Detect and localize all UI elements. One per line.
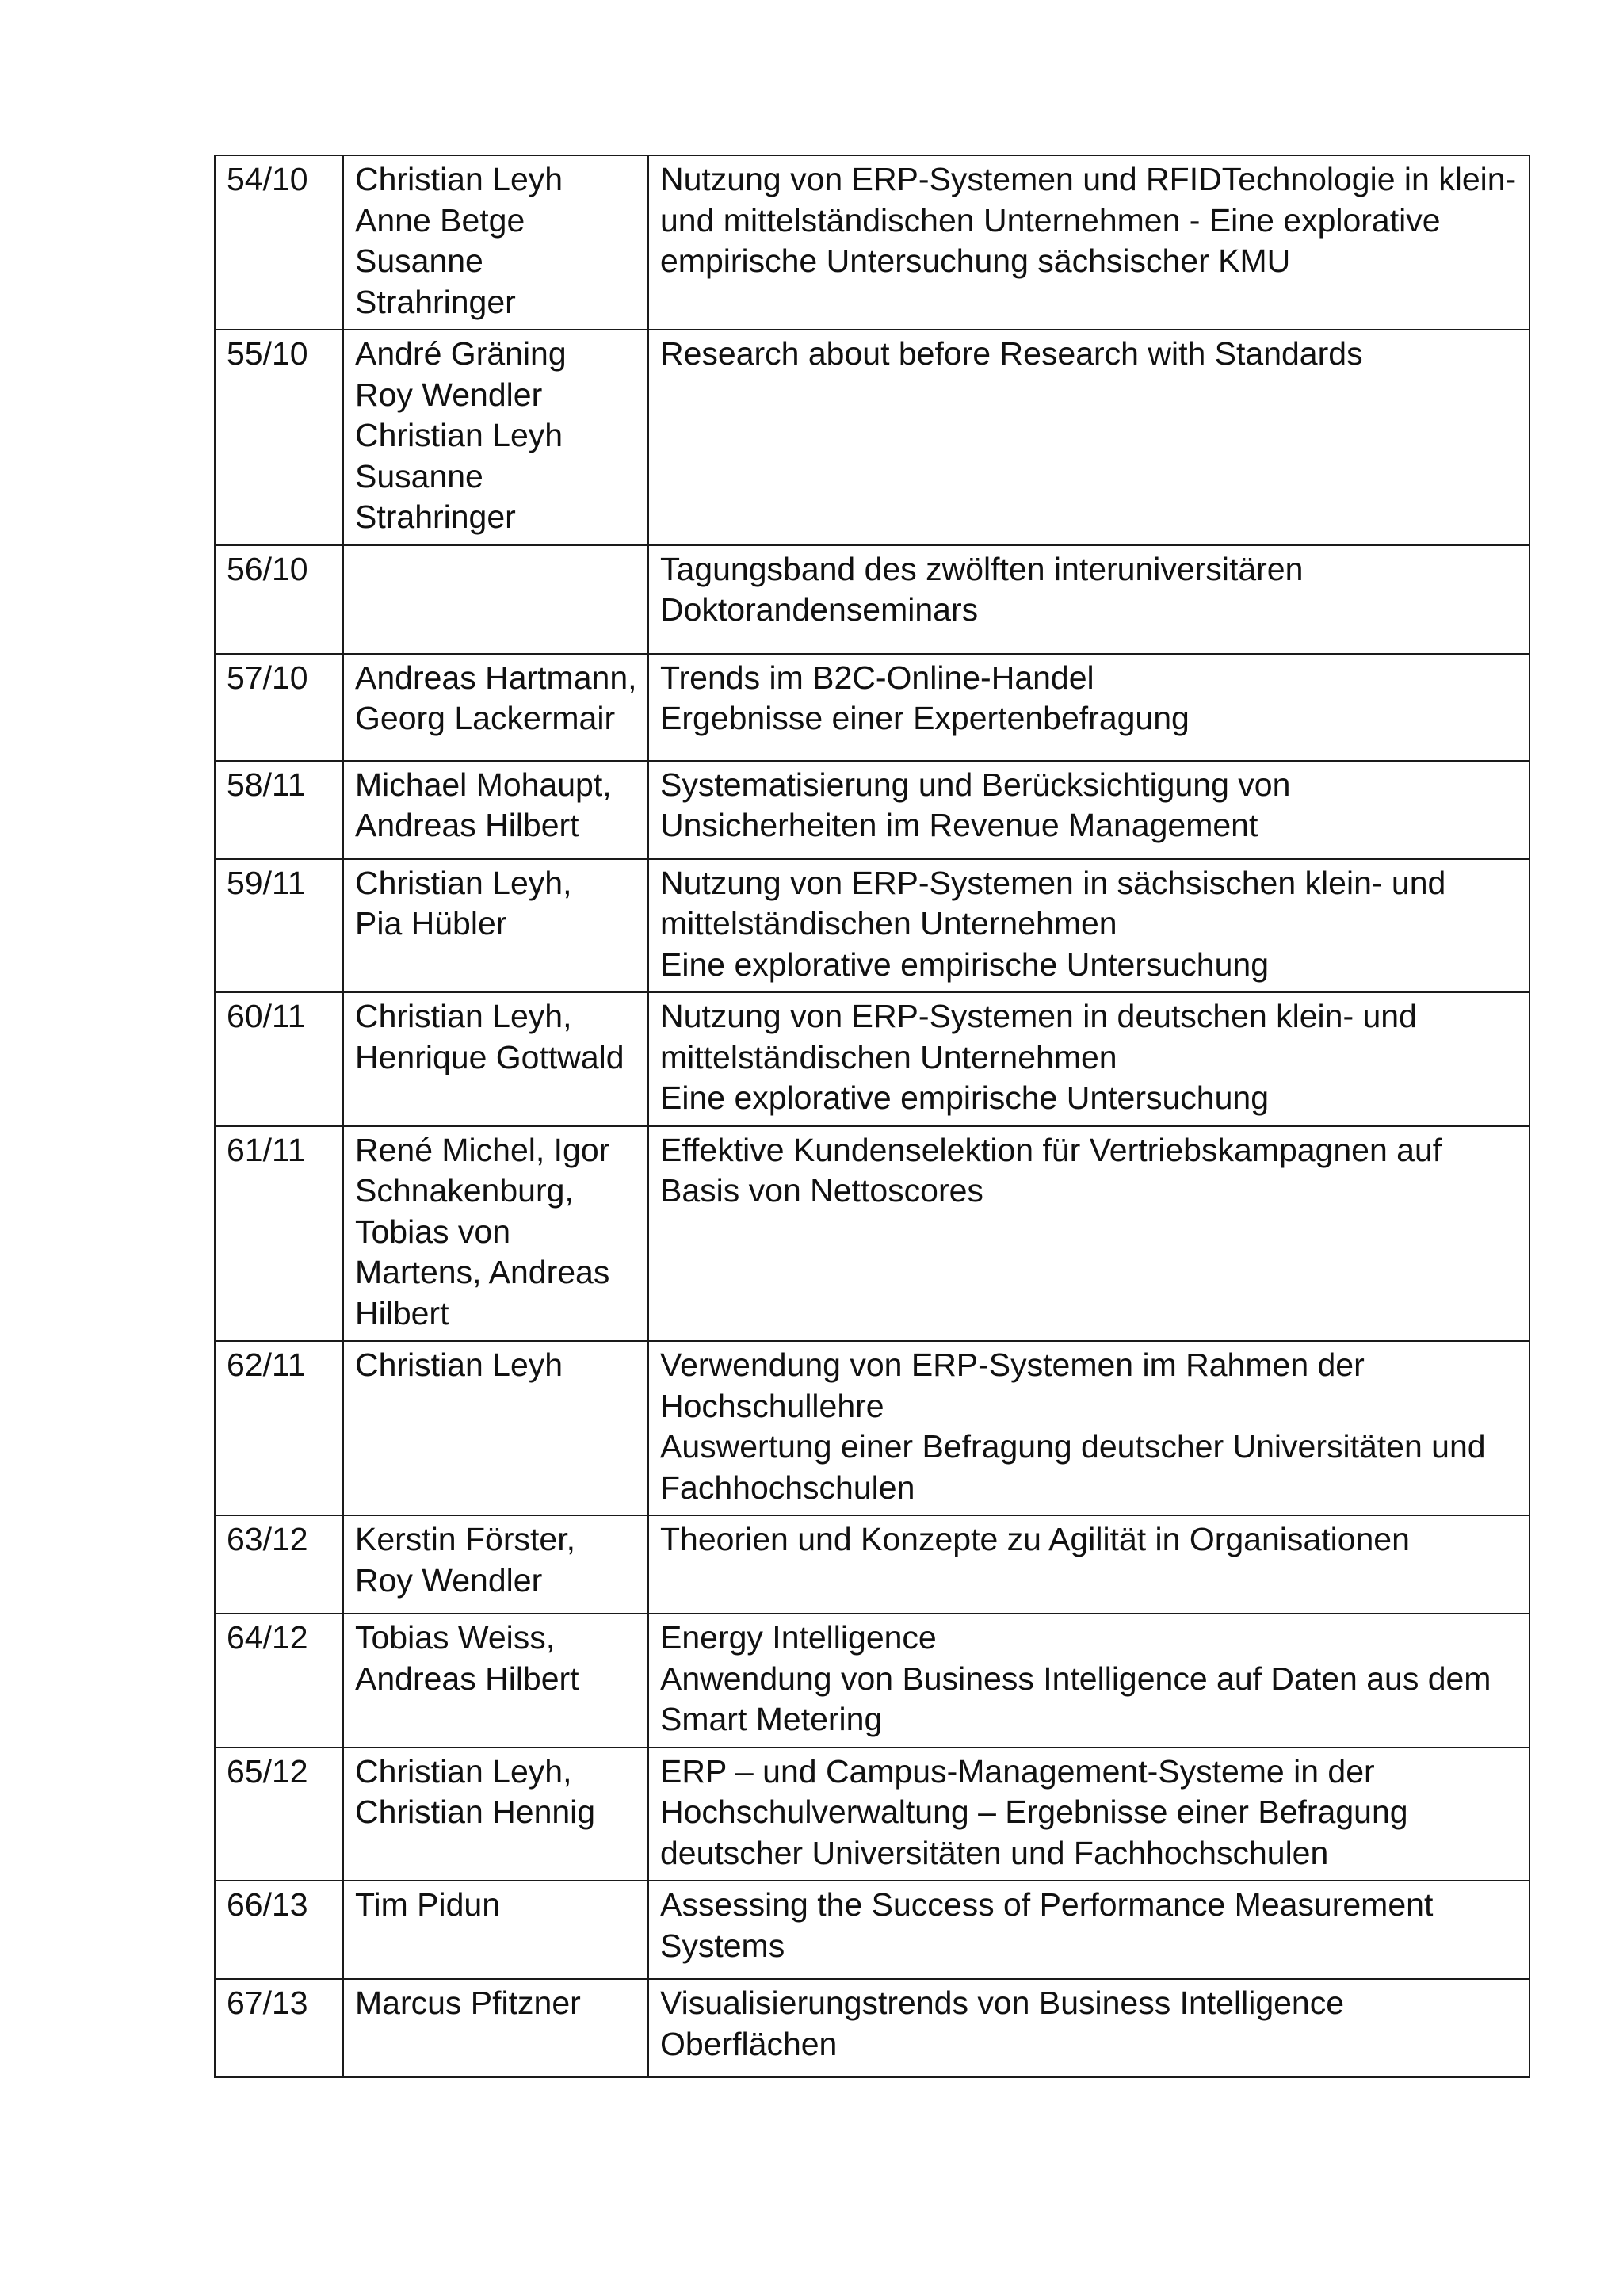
author-line: Tim Pidun bbox=[355, 1886, 501, 1923]
author-line: Susanne bbox=[355, 243, 483, 279]
table-row bbox=[215, 1126, 1529, 1342]
authors-cell bbox=[343, 992, 648, 1126]
authors-cell bbox=[343, 1979, 648, 2077]
title-cell bbox=[648, 1341, 1529, 1515]
author-line: Christian Leyh bbox=[355, 417, 563, 453]
report-number-cell bbox=[215, 1881, 343, 1979]
title-line: Fachhochschulen bbox=[660, 1469, 915, 1506]
author-line: Christian Leyh, bbox=[355, 998, 572, 1034]
title-line: Nutzung von ERP-Systemen in deutschen klein- und bbox=[660, 998, 1417, 1034]
title-line: Eine explorative empirische Untersuchung bbox=[660, 946, 1270, 983]
title-line: mittelständischen Unternehmen bbox=[660, 1038, 1117, 1075]
table-row bbox=[215, 1341, 1529, 1515]
title-line: Ergebnisse einer Expertenbefragung bbox=[660, 700, 1190, 736]
title-line: Hochschulverwaltung – Ergebnisse einer Befragung bbox=[660, 1794, 1408, 1830]
title-line: und mittelständischen Unternehmen - Eine explorative bbox=[660, 201, 1441, 239]
title-line: Verwendung von ERP-Systemen im Rahmen der bbox=[660, 1347, 1365, 1383]
report-number-cell bbox=[215, 1515, 343, 1614]
title-cell bbox=[648, 155, 1529, 330]
table-row bbox=[215, 1979, 1529, 2077]
author-line: Roy Wendler bbox=[355, 1561, 543, 1599]
title-cell bbox=[648, 654, 1529, 761]
report-number-cell bbox=[215, 992, 343, 1126]
report-number: 64/12 bbox=[227, 1619, 308, 1656]
authors-cell bbox=[343, 155, 648, 330]
author-line: Hilbert bbox=[355, 1294, 449, 1331]
table-row bbox=[215, 992, 1529, 1126]
table-row bbox=[215, 330, 1529, 545]
author-line: Tobias Weiss, bbox=[355, 1619, 556, 1656]
report-number: 61/11 bbox=[227, 1131, 306, 1168]
title-line: Systematisierung und Berücksichtigung von bbox=[660, 766, 1291, 803]
author-line: Susanne bbox=[355, 457, 483, 495]
author-line: Christian Leyh bbox=[355, 161, 563, 197]
report-number: 60/11 bbox=[227, 998, 306, 1034]
title-line: Trends im B2C-Online-Handel bbox=[660, 659, 1094, 696]
author-line: Strahringer bbox=[355, 499, 516, 535]
title-cell bbox=[648, 1515, 1529, 1614]
table-row bbox=[215, 1748, 1529, 1881]
table-row bbox=[215, 859, 1529, 993]
authors-cell bbox=[343, 1126, 648, 1342]
title-cell bbox=[648, 761, 1529, 859]
title-line: Visualisierungstrends von Business Intelligence bbox=[660, 1985, 1345, 2021]
table-row bbox=[215, 761, 1529, 859]
author-line: Christian Leyh bbox=[355, 1347, 563, 1383]
title-cell bbox=[648, 1979, 1529, 2077]
title-cell bbox=[648, 1881, 1529, 1979]
authors-cell bbox=[343, 330, 648, 545]
title-cell bbox=[648, 1748, 1529, 1881]
report-number: 56/10 bbox=[227, 550, 308, 587]
author-line: Roy Wendler bbox=[355, 376, 543, 413]
author-line: Georg Lackermair bbox=[355, 700, 616, 736]
title-line: Assessing the Success of Performance Measurement bbox=[660, 1886, 1434, 1923]
report-number-cell bbox=[215, 1748, 343, 1881]
author-line: Andreas Hartmann, bbox=[355, 659, 637, 696]
author-line: Strahringer bbox=[355, 283, 516, 320]
report-number: 65/12 bbox=[227, 1752, 308, 1790]
report-number-cell bbox=[215, 654, 343, 761]
report-number-cell bbox=[215, 859, 343, 993]
title-line: empirische Untersuchung sächsischer KMU bbox=[660, 243, 1291, 279]
authors-cell bbox=[343, 1515, 648, 1614]
report-number-cell bbox=[215, 330, 343, 545]
title-line: Auswertung einer Befragung deutscher Universitäten und bbox=[660, 1428, 1486, 1465]
authors-cell bbox=[343, 545, 648, 654]
title-line: Effektive Kundenselektion für Vertriebskampagnen auf bbox=[660, 1131, 1442, 1168]
table-row bbox=[215, 155, 1529, 330]
report-number: 62/11 bbox=[227, 1347, 306, 1383]
report-number-cell bbox=[215, 1979, 343, 2077]
author-line: René Michel, Igor bbox=[355, 1131, 610, 1168]
title-cell bbox=[648, 1614, 1529, 1748]
title-line: Smart Metering bbox=[660, 1701, 883, 1737]
title-line: Oberflächen bbox=[660, 2025, 838, 2062]
author-line: Henrique Gottwald bbox=[355, 1038, 624, 1075]
publication-table-body bbox=[215, 155, 1529, 2077]
title-line: Nutzung von ERP-Systemen und RFIDTechnologie in klein- bbox=[660, 161, 1517, 197]
title-line: Eine explorative empirische Untersuchung bbox=[660, 1079, 1270, 1116]
author-line: Andreas Hilbert bbox=[355, 807, 579, 843]
title-line: Hochschullehre bbox=[660, 1387, 884, 1424]
author-line: Christian Leyh, bbox=[355, 1752, 572, 1790]
title-line: Research about before Research with Standards bbox=[660, 335, 1363, 372]
report-number-cell bbox=[215, 761, 343, 859]
author-line: Pia Hübler bbox=[355, 905, 507, 942]
title-line: mittelständischen Unternehmen bbox=[660, 905, 1117, 942]
report-number-cell bbox=[215, 1126, 343, 1342]
title-line: Basis von Nettoscores bbox=[660, 1172, 983, 1209]
authors-cell bbox=[343, 1881, 648, 1979]
title-line: Systems bbox=[660, 1927, 785, 1964]
report-number: 55/10 bbox=[227, 335, 308, 372]
table-row bbox=[215, 545, 1529, 654]
report-number: 54/10 bbox=[227, 161, 308, 197]
report-number: 63/12 bbox=[227, 1521, 308, 1557]
authors-cell bbox=[343, 1748, 648, 1881]
table-row bbox=[215, 654, 1529, 761]
title-cell bbox=[648, 1126, 1529, 1342]
author-line: Tobias von bbox=[355, 1213, 511, 1250]
title-line: Energy Intelligence bbox=[660, 1619, 937, 1656]
table-row bbox=[215, 1515, 1529, 1614]
publication-table bbox=[214, 155, 1530, 2078]
title-line: Doktorandenseminars bbox=[660, 591, 979, 628]
report-number-cell bbox=[215, 1614, 343, 1748]
title-cell bbox=[648, 859, 1529, 993]
author-line: Andreas Hilbert bbox=[355, 1660, 579, 1697]
report-number: 67/13 bbox=[227, 1985, 308, 2021]
table-row bbox=[215, 1614, 1529, 1748]
author-line: Schnakenburg, bbox=[355, 1172, 574, 1209]
title-cell bbox=[648, 992, 1529, 1126]
table-row bbox=[215, 1881, 1529, 1979]
title-line: Tagungsband des zwölften interuniversitären bbox=[660, 550, 1304, 587]
author-line: André Gräning bbox=[355, 335, 567, 372]
report-number: 57/10 bbox=[227, 659, 308, 696]
title-line: deutscher Universitäten und Fachhochschulen bbox=[660, 1834, 1329, 1871]
author-line: Kerstin Förster, bbox=[355, 1521, 575, 1557]
title-line: Nutzung von ERP-Systemen in sächsischen klein- und bbox=[660, 864, 1446, 901]
authors-cell bbox=[343, 654, 648, 761]
authors-cell bbox=[343, 1614, 648, 1748]
title-line: ERP – und Campus-Management-Systeme in der bbox=[660, 1752, 1375, 1790]
author-line: Michael Mohaupt, bbox=[355, 766, 612, 803]
title-line: Unsicherheiten im Revenue Management bbox=[660, 807, 1258, 843]
title-cell bbox=[648, 330, 1529, 545]
title-cell bbox=[648, 545, 1529, 654]
title-line: Anwendung von Business Intelligence auf Daten aus dem bbox=[660, 1660, 1491, 1697]
report-number-cell bbox=[215, 545, 343, 654]
author-line: Martens, Andreas bbox=[355, 1254, 610, 1290]
author-line: Anne Betge bbox=[355, 201, 525, 239]
report-number-cell bbox=[215, 155, 343, 330]
report-number: 58/11 bbox=[227, 766, 306, 803]
authors-cell bbox=[343, 1341, 648, 1515]
author-line: Christian Hennig bbox=[355, 1794, 596, 1830]
authors-cell bbox=[343, 859, 648, 993]
report-number-cell bbox=[215, 1341, 343, 1515]
author-line: Christian Leyh, bbox=[355, 864, 572, 901]
author-line: Marcus Pfitzner bbox=[355, 1985, 581, 2021]
report-number: 66/13 bbox=[227, 1886, 308, 1923]
report-number: 59/11 bbox=[227, 864, 306, 901]
title-line: Theorien und Konzepte zu Agilität in Organisationen bbox=[660, 1521, 1410, 1557]
authors-cell bbox=[343, 761, 648, 859]
